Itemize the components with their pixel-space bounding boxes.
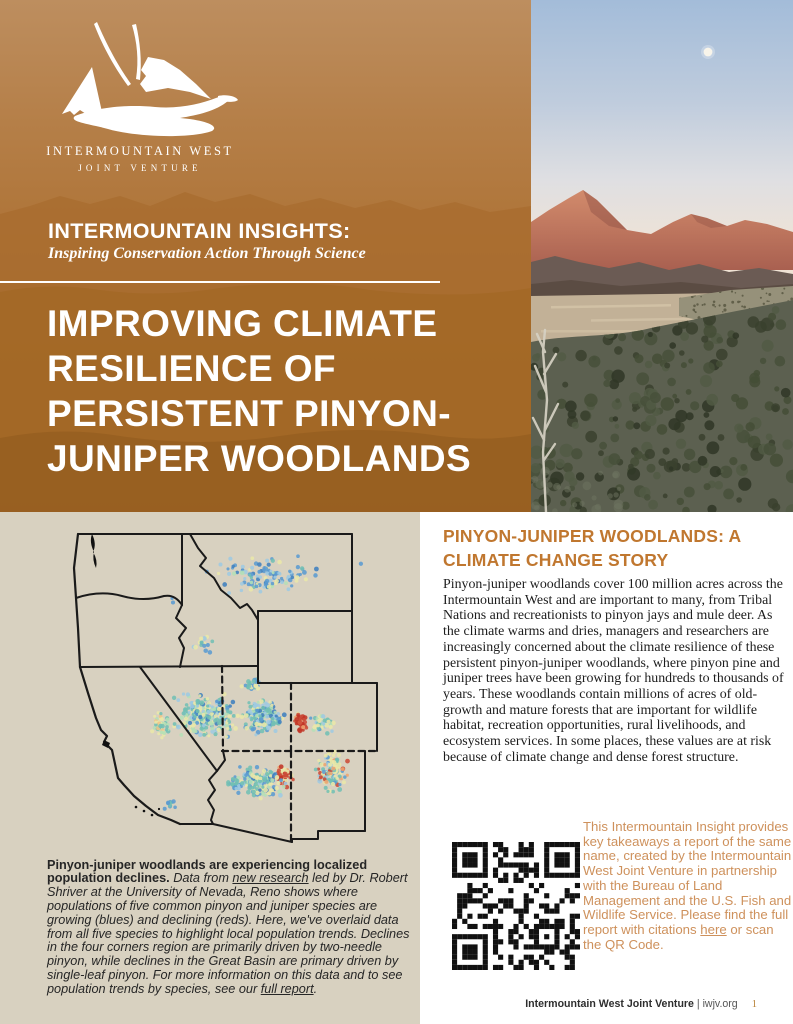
header-banner [0,0,531,512]
map-panel [0,512,420,1024]
report-title-line: JUNIPER WOODLANDS [47,438,472,479]
report-title-line: RESILIENCE OF [47,348,336,389]
series-title: INTERMOUNTAIN INSIGHTS: [48,219,351,243]
page-footer [525,998,757,1010]
iwjv-logo [38,12,242,173]
population-trend-map [0,520,420,852]
caption-text: led by Dr. Robert Shriver at the University of Nevada, Reno shows where populations of five common pinyon and juniper species are growing (blues) and declining (reds). Here, we've overlaid data from all five species to highlight local population trends. Declines in the four corners region are primarily driven by two-needle pinyon, while declines in the Great Basin are primary driven by single-leaf pinyon. For more information on this data and to see population trends by species, see our [47,871,410,996]
report-title-line: IMPROVING CLIMATE [47,303,438,344]
header-divider-line [0,281,440,283]
caption-link[interactable]: full report [260,981,314,996]
state-borders [74,534,377,842]
map-caption [47,859,419,997]
caption-text: Data from [173,871,233,886]
qr-note-text: or scan the QR Code. [583,921,774,952]
logo-org-subname: JOINT VENTURE [78,163,202,173]
iwjv-mountains-bird-icon [40,12,240,140]
report-title [47,301,471,481]
footer-site-link[interactable]: iwjv.org [702,998,738,1010]
full-report-link[interactable]: here [700,921,727,937]
moon [704,48,713,57]
article-body: Pinyon-juniper woodlands cover 100 million acres across the Intermountain West and are important to many, from Tribal Nations and recreationists to pinyon jays and mule deer. As the climate warms and dries, managers and researchers are increasingly concerned about the climate resilience of these persistent pinyon-juniper woodlands, where pinyon pine and juniper trees have been growing for hundreds to thousands of years. These woodlands contain millions of acres of old-growth and mature forests that are important for wildlife habitat, recreation opportunities, rural livelihoods, and ecosystem services. In some places, these values are at risk because of climate change and dense forest structure. [443,577,784,765]
footer-divider: | [693,998,703,1010]
footer-page-number: 1 [751,999,757,1010]
landscape-photo-art [531,0,793,512]
caption-link[interactable]: new research [232,871,309,886]
caption-text: Pinyon-juniper woodlands are experiencing localized population declines. [47,857,368,886]
qr-note [583,820,793,952]
article-heading: PINYON-JUNIPER WOODLANDS: A CLIMATE CHANGE STORY [443,526,741,570]
footer-org: Intermountain West Joint Venture [525,998,694,1010]
logo-org-name: INTERMOUNTAIN WEST [46,144,234,158]
cover-photo-pinyon-juniper-landscape [531,0,793,512]
article-column [443,524,791,765]
report-title-line: PERSISTENT PINYON- [47,393,451,434]
series-subtitle: Inspiring Conservation Action Through Science [48,245,366,262]
caption-text: . [313,981,318,996]
qr-note-text: This Intermountain Insight provides key takeaways a report of the same name, created by the Intermountain West Joint Venture in partnership with the Bureau of Land Management and the U.S. Fish and Wildlife Service. Please find the full report with citations [583,819,792,937]
geographic-water-marks [91,534,160,816]
qr-code [452,842,580,970]
